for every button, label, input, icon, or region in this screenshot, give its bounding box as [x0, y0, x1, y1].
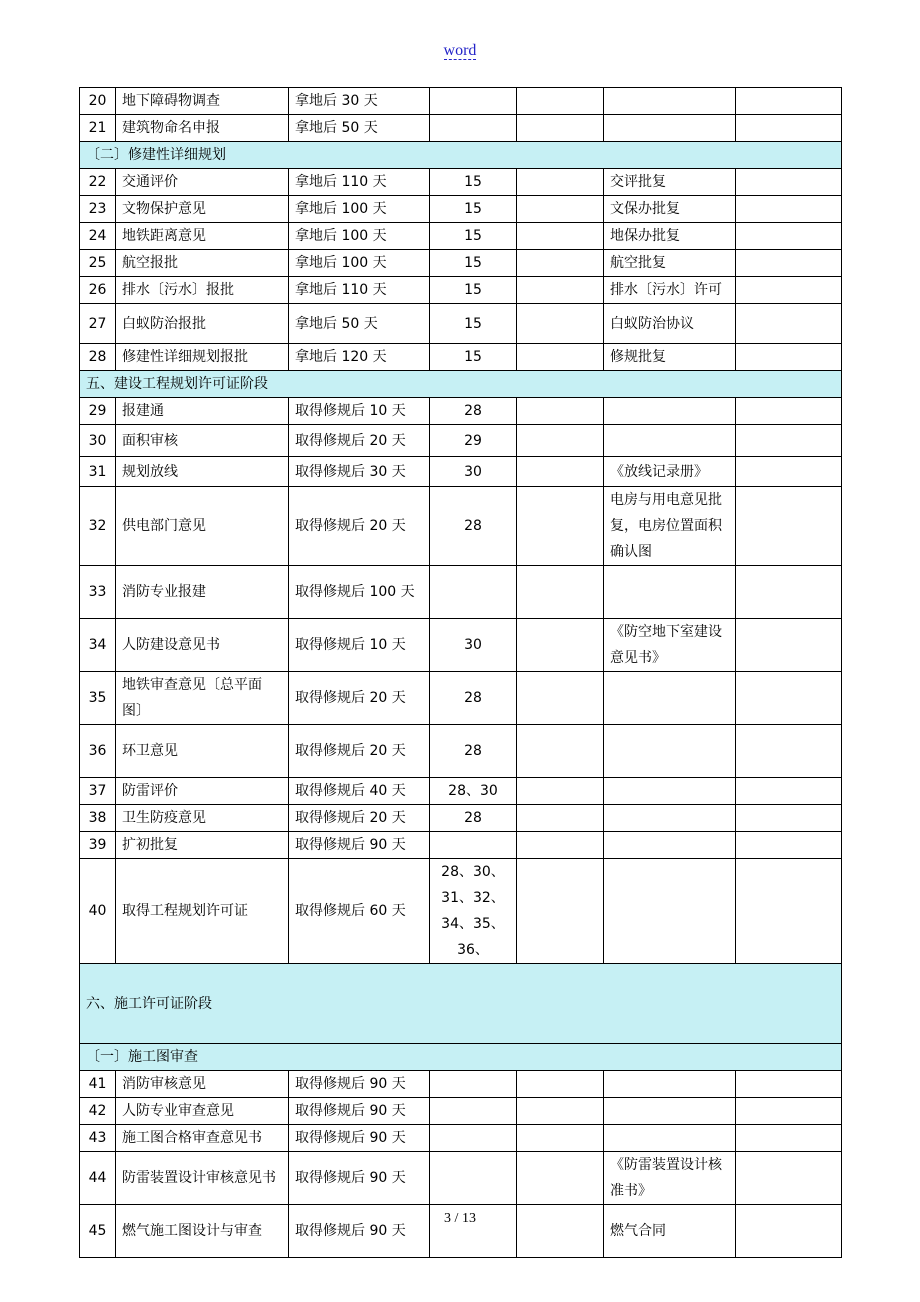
page-separator: / — [451, 1211, 462, 1226]
cell-number: 45 — [80, 1205, 116, 1258]
cell-blank — [736, 457, 842, 487]
cell-number: 40 — [80, 859, 116, 964]
cell-blank — [736, 1125, 842, 1152]
cell-blank — [517, 169, 604, 196]
section-title: 六、施工许可证阶段 — [80, 964, 842, 1044]
cell-time-limit: 拿地后 120 天 — [289, 344, 430, 371]
table-row — [80, 672, 842, 725]
cell-prerequisite — [430, 115, 517, 142]
table-row — [80, 1071, 842, 1098]
cell-number: 28 — [80, 344, 116, 371]
cell-time-limit: 取得修规后 30 天 — [289, 457, 430, 487]
cell-blank — [736, 859, 842, 964]
cell-time-limit: 拿地后 50 天 — [289, 115, 430, 142]
table-row — [80, 619, 842, 672]
section-row — [80, 964, 842, 1044]
cell-time-limit: 取得修规后 90 天 — [289, 832, 430, 859]
table-row — [80, 277, 842, 304]
cell-item-name: 报建通 — [116, 398, 289, 425]
cell-time-limit: 拿地后 50 天 — [289, 304, 430, 344]
cell-item-name: 扩初批复 — [116, 832, 289, 859]
table-row — [80, 487, 842, 566]
cell-result: 燃气合同 — [604, 1205, 736, 1258]
cell-prerequisite — [430, 1098, 517, 1125]
cell-blank — [517, 425, 604, 457]
cell-prerequisite: 28 — [430, 725, 517, 778]
cell-item-name: 交通评价 — [116, 169, 289, 196]
cell-blank — [517, 1125, 604, 1152]
cell-blank — [736, 832, 842, 859]
cell-prerequisite: 28 — [430, 805, 517, 832]
cell-prerequisite: 28、30、31、32、34、35、36、 — [430, 859, 517, 964]
section-row — [80, 371, 842, 398]
cell-time-limit: 取得修规后 90 天 — [289, 1152, 430, 1205]
section-title: 五、建设工程规划许可证阶段 — [80, 371, 842, 398]
cell-blank — [517, 457, 604, 487]
cell-item-name: 航空报批 — [116, 250, 289, 277]
cell-result: 地保办批复 — [604, 223, 736, 250]
cell-number: 39 — [80, 832, 116, 859]
cell-time-limit: 拿地后 110 天 — [289, 169, 430, 196]
section-row — [80, 142, 842, 169]
cell-item-name: 建筑物命名申报 — [116, 115, 289, 142]
section-row — [80, 1044, 842, 1071]
cell-prerequisite: 29 — [430, 425, 517, 457]
cell-number: 36 — [80, 725, 116, 778]
cell-item-name: 人防建设意见书 — [116, 619, 289, 672]
cell-blank — [736, 619, 842, 672]
page-header — [0, 40, 920, 60]
cell-blank — [517, 277, 604, 304]
cell-result — [604, 1125, 736, 1152]
cell-item-name: 防雷评价 — [116, 778, 289, 805]
table-row — [80, 196, 842, 223]
table-row — [80, 1125, 842, 1152]
cell-prerequisite — [430, 1125, 517, 1152]
table-row — [80, 457, 842, 487]
cell-blank — [736, 304, 842, 344]
cell-blank — [736, 425, 842, 457]
cell-result — [604, 1071, 736, 1098]
cell-item-name: 消防专业报建 — [116, 566, 289, 619]
cell-number: 29 — [80, 398, 116, 425]
cell-time-limit: 拿地后 110 天 — [289, 277, 430, 304]
cell-result — [604, 805, 736, 832]
cell-prerequisite: 15 — [430, 196, 517, 223]
cell-number: 23 — [80, 196, 116, 223]
cell-result: 《防雷装置设计核准书》 — [604, 1152, 736, 1205]
cell-blank — [517, 196, 604, 223]
cell-blank — [736, 725, 842, 778]
cell-time-limit: 取得修规后 10 天 — [289, 398, 430, 425]
table-row — [80, 169, 842, 196]
cell-number: 33 — [80, 566, 116, 619]
cell-prerequisite — [430, 832, 517, 859]
cell-time-limit: 取得修规后 40 天 — [289, 778, 430, 805]
cell-blank — [517, 250, 604, 277]
cell-time-limit: 取得修规后 90 天 — [289, 1125, 430, 1152]
cell-result — [604, 115, 736, 142]
cell-blank — [517, 725, 604, 778]
cell-prerequisite: 30 — [430, 457, 517, 487]
cell-blank — [517, 778, 604, 805]
cell-blank — [517, 88, 604, 115]
cell-result — [604, 832, 736, 859]
section-title: 〔二〕修建性详细规划 — [80, 142, 842, 169]
cell-result: 白蚁防治协议 — [604, 304, 736, 344]
cell-result: 排水〔污水〕许可 — [604, 277, 736, 304]
cell-result — [604, 425, 736, 457]
cell-result — [604, 672, 736, 725]
cell-result: 《防空地下室建设意见书》 — [604, 619, 736, 672]
cell-number: 43 — [80, 1125, 116, 1152]
cell-number: 42 — [80, 1098, 116, 1125]
cell-blank — [517, 1098, 604, 1125]
table-row — [80, 344, 842, 371]
cell-result — [604, 859, 736, 964]
cell-item-name: 燃气施工图设计与审查 — [116, 1205, 289, 1258]
cell-time-limit: 拿地后 100 天 — [289, 250, 430, 277]
cell-prerequisite — [430, 88, 517, 115]
cell-result: 文保办批复 — [604, 196, 736, 223]
cell-number: 35 — [80, 672, 116, 725]
cell-number: 37 — [80, 778, 116, 805]
cell-prerequisite: 28 — [430, 672, 517, 725]
cell-number: 21 — [80, 115, 116, 142]
cell-blank — [517, 566, 604, 619]
cell-blank — [736, 196, 842, 223]
cell-prerequisite — [430, 1071, 517, 1098]
cell-prerequisite — [430, 566, 517, 619]
table-row — [80, 778, 842, 805]
cell-blank — [736, 1098, 842, 1125]
cell-blank — [736, 223, 842, 250]
cell-blank — [517, 487, 604, 566]
cell-item-name: 文物保护意见 — [116, 196, 289, 223]
cell-blank — [736, 250, 842, 277]
cell-blank — [517, 619, 604, 672]
cell-blank — [517, 672, 604, 725]
cell-blank — [517, 115, 604, 142]
cell-item-name: 取得工程规划许可证 — [116, 859, 289, 964]
table-row — [80, 304, 842, 344]
cell-item-name: 白蚁防治报批 — [116, 304, 289, 344]
cell-blank — [736, 778, 842, 805]
cell-result: 《放线记录册》 — [604, 457, 736, 487]
cell-result: 电房与用电意见批复，电房位置面积确认图 — [604, 487, 736, 566]
cell-blank — [517, 832, 604, 859]
table-row — [80, 832, 842, 859]
cell-result — [604, 1098, 736, 1125]
cell-blank — [517, 344, 604, 371]
cell-item-name: 地铁审查意见〔总平面图〕 — [116, 672, 289, 725]
approval-schedule-table — [79, 87, 842, 1258]
table-row — [80, 223, 842, 250]
table-row — [80, 566, 842, 619]
table-row — [80, 859, 842, 964]
cell-number: 24 — [80, 223, 116, 250]
cell-item-name: 施工图合格审查意见书 — [116, 1125, 289, 1152]
cell-time-limit: 取得修规后 20 天 — [289, 672, 430, 725]
cell-number: 30 — [80, 425, 116, 457]
cell-prerequisite: 15 — [430, 223, 517, 250]
cell-blank — [517, 223, 604, 250]
cell-result — [604, 88, 736, 115]
cell-blank — [736, 277, 842, 304]
cell-result — [604, 398, 736, 425]
table-row — [80, 425, 842, 457]
cell-blank — [736, 566, 842, 619]
cell-item-name: 防雷装置设计审核意见书 — [116, 1152, 289, 1205]
cell-blank — [517, 1152, 604, 1205]
cell-number: 25 — [80, 250, 116, 277]
cell-prerequisite: 15 — [430, 169, 517, 196]
cell-prerequisite: 15 — [430, 304, 517, 344]
cell-blank — [736, 1152, 842, 1205]
cell-time-limit: 拿地后 100 天 — [289, 196, 430, 223]
cell-item-name: 排水〔污水〕报批 — [116, 277, 289, 304]
cell-item-name: 环卫意见 — [116, 725, 289, 778]
cell-result: 航空批复 — [604, 250, 736, 277]
cell-blank — [736, 88, 842, 115]
cell-item-name: 规划放线 — [116, 457, 289, 487]
cell-time-limit: 取得修规后 90 天 — [289, 1071, 430, 1098]
cell-result: 修规批复 — [604, 344, 736, 371]
cell-result: 交评批复 — [604, 169, 736, 196]
cell-blank — [736, 1071, 842, 1098]
page-total: 13 — [461, 1211, 476, 1226]
cell-blank — [517, 859, 604, 964]
cell-blank — [736, 115, 842, 142]
cell-number: 38 — [80, 805, 116, 832]
cell-result — [604, 566, 736, 619]
cell-time-limit: 取得修规后 90 天 — [289, 1098, 430, 1125]
cell-number: 27 — [80, 304, 116, 344]
cell-number: 20 — [80, 88, 116, 115]
cell-item-name: 地下障碍物调查 — [116, 88, 289, 115]
cell-blank — [736, 805, 842, 832]
cell-time-limit: 取得修规后 10 天 — [289, 619, 430, 672]
table-row — [80, 115, 842, 142]
cell-time-limit: 取得修规后 20 天 — [289, 805, 430, 832]
cell-item-name: 供电部门意见 — [116, 487, 289, 566]
cell-result — [604, 778, 736, 805]
cell-prerequisite — [430, 1152, 517, 1205]
table-row — [80, 398, 842, 425]
cell-time-limit: 取得修规后 20 天 — [289, 487, 430, 566]
cell-prerequisite: 15 — [430, 277, 517, 304]
cell-time-limit: 取得修规后 60 天 — [289, 859, 430, 964]
cell-time-limit: 取得修规后 20 天 — [289, 425, 430, 457]
cell-prerequisite: 28 — [430, 487, 517, 566]
table-row — [80, 725, 842, 778]
cell-time-limit: 拿地后 100 天 — [289, 223, 430, 250]
table-row — [80, 1098, 842, 1125]
section-title: 〔一〕施工图审查 — [80, 1044, 842, 1071]
header-link[interactable]: word — [443, 42, 477, 59]
cell-time-limit: 取得修规后 100 天 — [289, 566, 430, 619]
cell-item-name: 卫生防疫意见 — [116, 805, 289, 832]
table-row — [80, 805, 842, 832]
cell-prerequisite: 28、30 — [430, 778, 517, 805]
table-row — [80, 88, 842, 115]
table-row — [80, 250, 842, 277]
cell-blank — [736, 487, 842, 566]
cell-prerequisite: 30 — [430, 619, 517, 672]
cell-blank — [736, 398, 842, 425]
cell-item-name: 人防专业审查意见 — [116, 1098, 289, 1125]
cell-time-limit: 取得修规后 20 天 — [289, 725, 430, 778]
cell-time-limit: 取得修规后 90 天 — [289, 1205, 430, 1258]
cell-blank — [517, 304, 604, 344]
table-row — [80, 1152, 842, 1205]
cell-number: 41 — [80, 1071, 116, 1098]
cell-blank — [736, 672, 842, 725]
cell-number: 34 — [80, 619, 116, 672]
page-number — [0, 1211, 920, 1227]
cell-number: 22 — [80, 169, 116, 196]
cell-blank — [517, 805, 604, 832]
cell-blank — [736, 169, 842, 196]
cell-prerequisite: 15 — [430, 344, 517, 371]
cell-number: 32 — [80, 487, 116, 566]
cell-item-name: 地铁距离意见 — [116, 223, 289, 250]
cell-result — [604, 725, 736, 778]
cell-blank — [517, 398, 604, 425]
cell-item-name: 消防审核意见 — [116, 1071, 289, 1098]
cell-time-limit: 拿地后 30 天 — [289, 88, 430, 115]
cell-number: 31 — [80, 457, 116, 487]
cell-item-name: 面积审核 — [116, 425, 289, 457]
cell-item-name: 修建性详细规划报批 — [116, 344, 289, 371]
cell-blank — [517, 1071, 604, 1098]
page-current: 3 — [444, 1211, 452, 1226]
cell-blank — [736, 344, 842, 371]
cell-prerequisite: 28 — [430, 398, 517, 425]
cell-number: 44 — [80, 1152, 116, 1205]
cell-prerequisite: 15 — [430, 250, 517, 277]
cell-number: 26 — [80, 277, 116, 304]
